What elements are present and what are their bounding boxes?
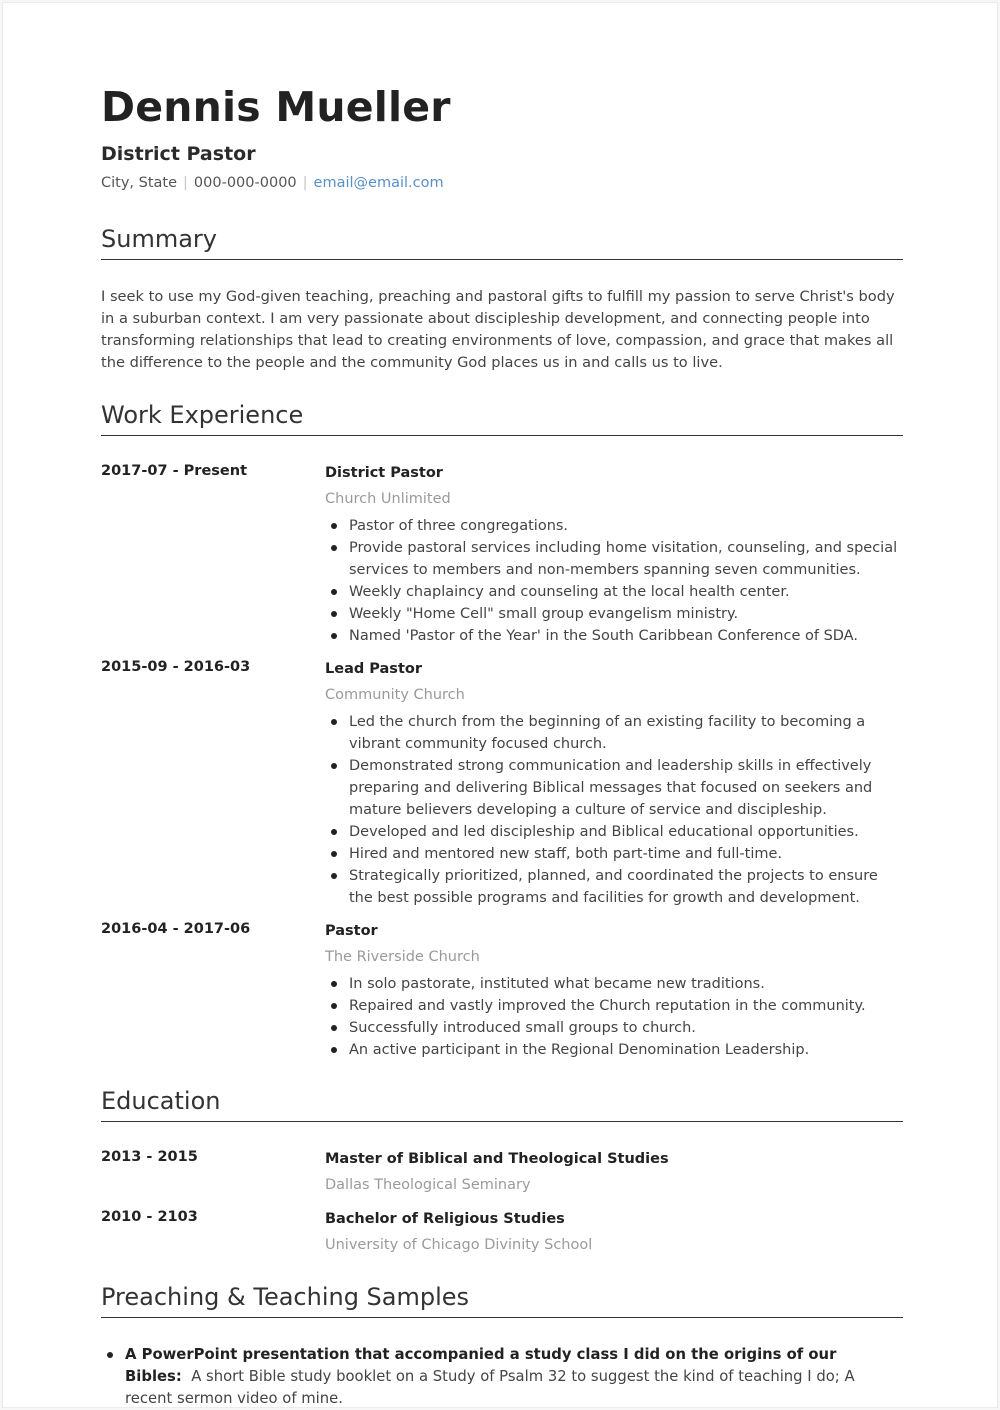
responsibility-item: In solo pastorate, instituted what became new traditions. [325, 973, 903, 995]
responsibility-item: An active participant in the Regional Denomination Leadership. [325, 1039, 903, 1061]
candidate-title: District Pastor [101, 143, 256, 165]
contact-phone: 000-000-0000 [193, 175, 297, 191]
education-details [325, 1209, 903, 1255]
responsibility-item: Named 'Pastor of the Year' in the South Caribbean Conference of SDA. [325, 625, 903, 647]
job-title: Lead Pastor [325, 661, 422, 677]
work-dates: 2015-09 - 2016-03 [101, 659, 251, 675]
education-dates: 2010 - 2103 [101, 1209, 198, 1225]
responsibility-item: Weekly "Home Cell" small group evangelism ministry. [325, 603, 903, 625]
contact-email-link[interactable]: email@email.com [313, 175, 444, 191]
education-heading: Education [101, 1087, 903, 1122]
sample-lead: A PowerPoint presentation that accompanied a study class I did on the origins of our Bibles: [125, 1346, 837, 1385]
sample-description: A short Bible study booklet on a Study of Psalm 32 to suggest the kind of teaching I do; A recent sermon video of mine. [125, 1368, 855, 1407]
contact-line [101, 175, 444, 191]
employer-name: Community Church [325, 687, 465, 703]
sample-item [101, 1344, 903, 1410]
responsibility-item: Provide pastoral services including home visitation, counseling, and special services to members and non-members spanning seven communities. [325, 537, 903, 581]
work-details [325, 463, 903, 647]
responsibility-item: Pastor of three congregations. [325, 515, 903, 537]
summary-text: I seek to use my God-given teaching, preaching and pastoral gifts to fulfill my passion to serve Christ's body in a suburban context. I am very passionate about discipleship development, and connecting people into transforming relationships that lead to creating environments of love, compassion, and grace that makes all the difference to the people and the community God places us in and calls us to live. [101, 288, 895, 371]
school-name: University of Chicago Divinity School [325, 1237, 593, 1253]
samples-heading: Preaching & Teaching Samples [101, 1283, 903, 1318]
resume-page [2, 2, 998, 1408]
degree-name: Master of Biblical and Theological Studies [325, 1151, 669, 1167]
candidate-name: Dennis Mueller [101, 83, 451, 131]
employer-name: The Riverside Church [325, 949, 480, 965]
job-title: Pastor [325, 923, 378, 939]
employer-name: Church Unlimited [325, 491, 451, 507]
responsibility-item: Led the church from the beginning of an existing facility to becoming a vibrant community focused church. [325, 711, 903, 755]
contact-separator: | [302, 175, 308, 191]
responsibility-item: Hired and mentored new staff, both part-time and full-time. [325, 843, 903, 865]
summary-heading: Summary [101, 225, 903, 260]
school-name: Dallas Theological Seminary [325, 1177, 531, 1193]
work-details [325, 921, 903, 1061]
responsibility-item: Developed and led discipleship and Biblical educational opportunities. [325, 821, 903, 843]
responsibility-item: Strategically prioritized, planned, and coordinated the projects to ensure the best possible programs and facilities for growth and development. [325, 865, 903, 909]
contact-location: City, State [101, 175, 178, 191]
work-details [325, 659, 903, 909]
responsibility-item: Successfully introduced small groups to church. [325, 1017, 903, 1039]
work-experience-heading: Work Experience [101, 401, 903, 436]
education-dates: 2013 - 2015 [101, 1149, 198, 1165]
responsibility-item: Weekly chaplaincy and counseling at the local health center. [325, 581, 903, 603]
degree-name: Bachelor of Religious Studies [325, 1211, 565, 1227]
work-dates: 2016-04 - 2017-06 [101, 921, 251, 937]
samples-list [101, 1344, 903, 1410]
responsibility-item: Demonstrated strong communication and leadership skills in effectively preparing and delivering Biblical messages that focused on seekers and mature believers developing a culture of service and discipleship. [325, 755, 903, 821]
work-dates: 2017-07 - Present [101, 463, 247, 479]
responsibility-list [325, 973, 903, 1061]
education-details [325, 1149, 903, 1195]
contact-separator: | [183, 175, 188, 191]
responsibility-item: Repaired and vastly improved the Church reputation in the community. [325, 995, 903, 1017]
responsibility-list [325, 711, 903, 909]
responsibility-list [325, 515, 903, 647]
job-title: District Pastor [325, 465, 443, 481]
